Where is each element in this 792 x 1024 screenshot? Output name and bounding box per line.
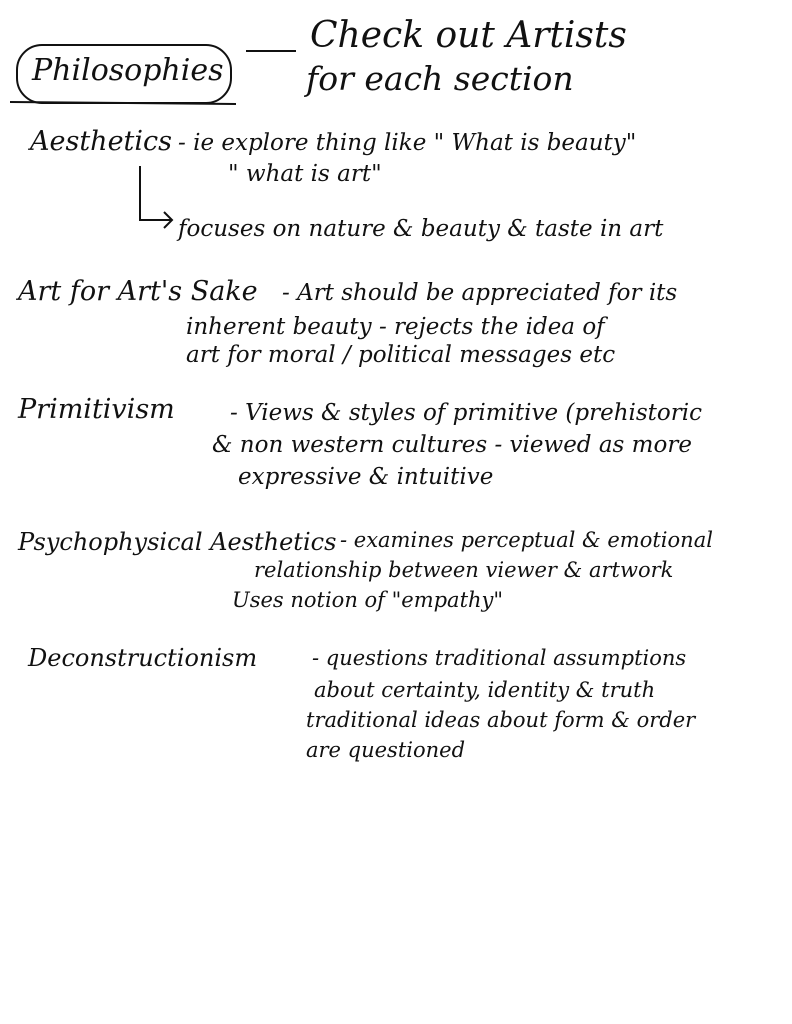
- term-psychophysical-aesthetics: Psychophysical Aesthetics: [18, 528, 337, 556]
- psychophysical-line-1: - examines perceptual & emotional: [340, 528, 713, 552]
- psychophysical-line-3: Uses notion of "empathy": [232, 588, 504, 612]
- deconstructionism-line-3: traditional ideas about form & order: [306, 708, 696, 732]
- primitivism-line-1: - Views & styles of primitive (prehistoric: [230, 400, 702, 426]
- term-deconstructionism: Deconstructionism: [28, 644, 258, 672]
- deconstructionism-line-2: about certainty, identity & truth: [314, 678, 656, 702]
- page-title: Philosophies: [32, 53, 224, 88]
- primitivism-line-3: expressive & intuitive: [238, 464, 494, 490]
- term-aesthetics: Aesthetics: [30, 126, 173, 157]
- title-connector-dash: [246, 50, 296, 52]
- deconstructionism-line-1: - questions traditional assumptions: [312, 646, 687, 670]
- term-primitivism: Primitivism: [18, 394, 175, 425]
- primitivism-line-2: & non western cultures - viewed as more: [212, 432, 692, 458]
- deconstructionism-line-4: are questioned: [306, 738, 466, 762]
- aesthetics-line-1: - ie explore thing like " What is beauty": [178, 130, 637, 156]
- note-line-1: Check out Artists: [310, 15, 627, 56]
- aesthetics-line-2: " what is art": [228, 161, 382, 187]
- aesthetics-sub-line: focuses on nature & beauty & taste in art: [178, 216, 664, 242]
- term-art-for-arts-sake: Art for Art's Sake: [18, 276, 258, 307]
- art-sake-line-1: - Art should be appreciated for its: [282, 280, 678, 306]
- art-sake-line-2: inherent beauty - rejects the idea of: [186, 314, 605, 340]
- note-line-2: for each section: [306, 59, 574, 98]
- art-sake-line-3: art for moral / political messages etc: [186, 342, 616, 368]
- psychophysical-line-2: relationship between viewer & artwork: [254, 558, 674, 582]
